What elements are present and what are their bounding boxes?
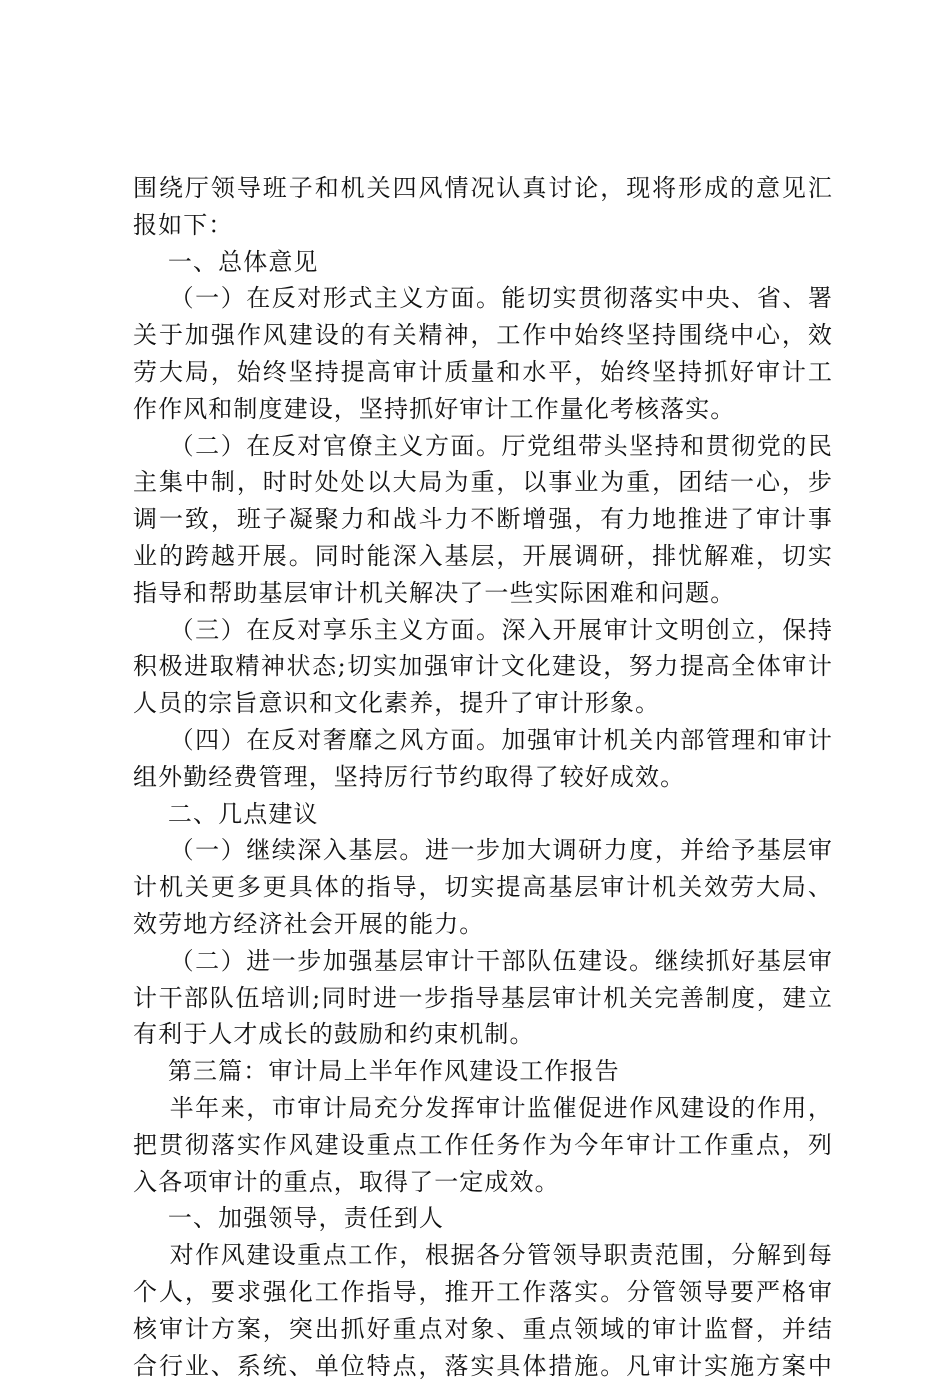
text-line: 围绕厅领导班子和机关四风情况认真讨论，现将形成的意见汇 — [133, 170, 833, 207]
text-line: 主集中制，时时处处以大局为重，以事业为重，团结一心，步 — [133, 464, 833, 501]
text-line: 组外勤经费管理，坚持厉行节约取得了较好成效。 — [133, 759, 833, 796]
text-line: 核审计方案，突出抓好重点对象、重点领域的审计监督，并结 — [133, 1311, 833, 1348]
text-line: 调一致，班子凝聚力和战斗力不断增强，有力地推进了审计事 — [133, 501, 833, 538]
text-line: 入各项审计的重点，取得了一定成效。 — [133, 1164, 833, 1201]
text-line: （一）继续深入基层。进一步加大调研力度，并给予基层审 — [133, 832, 833, 869]
text-line: 计干部队伍培训;同时进一步指导基层审计机关完善制度，建立 — [133, 980, 833, 1017]
text-line: 关于加强作风建设的有关精神，工作中始终坚持围绕中心，效 — [133, 317, 833, 354]
section-heading: 一、总体意见 — [133, 244, 833, 281]
text-line: （三）在反对享乐主义方面。深入开展审计文明创立，保持 — [133, 612, 833, 649]
text-line: 把贯彻落实作风建设重点工作任务作为今年审计工作重点，列 — [133, 1127, 833, 1164]
text-line: （二）在反对官僚主义方面。厅党组带头坚持和贯彻党的民 — [133, 428, 833, 465]
text-line: 计机关更多更具体的指导，切实提高基层审计机关效劳大局、 — [133, 869, 833, 906]
text-line: （一）在反对形式主义方面。能切实贯彻落实中央、省、署 — [133, 280, 833, 317]
text-line: 业的跨越开展。同时能深入基层，开展调研，排忧解难，切实 — [133, 538, 833, 575]
text-line: 有利于人才成长的鼓励和约束机制。 — [133, 1016, 833, 1053]
section-heading: 二、几点建议 — [133, 796, 833, 833]
text-line: 效劳地方经济社会开展的能力。 — [133, 906, 833, 943]
text-line: 报如下： — [133, 207, 833, 244]
text-line: 半年来，市审计局充分发挥审计监催促进作风建设的作用， — [133, 1090, 833, 1127]
text-line: 人员的宗旨意识和文化素养，提升了审计形象。 — [133, 685, 833, 722]
text-line: 对作风建设重点工作，根据各分管领导职责范围，分解到每 — [133, 1237, 833, 1274]
text-line: 个人，要求强化工作指导，推开工作落实。分管领导要严格审 — [133, 1274, 833, 1311]
document-body — [133, 170, 833, 1384]
text-line: 作作风和制度建设，坚持抓好审计工作量化考核落实。 — [133, 391, 833, 428]
text-line: 合行业、系统、单位特点，落实具体措施。凡审计实施方案中 — [133, 1348, 833, 1384]
chapter-heading: 第三篇：审计局上半年作风建设工作报告 — [133, 1053, 833, 1090]
text-line: （四）在反对奢靡之风方面。加强审计机关内部管理和审计 — [133, 722, 833, 759]
text-line: 指导和帮助基层审计机关解决了一些实际困难和问题。 — [133, 575, 833, 612]
text-line: （二）进一步加强基层审计干部队伍建设。继续抓好基层审 — [133, 943, 833, 980]
text-line: 劳大局，始终坚持提高审计质量和水平，始终坚持抓好审计工 — [133, 354, 833, 391]
text-line: 积极进取精神状态;切实加强审计文化建设，努力提高全体审计 — [133, 648, 833, 685]
section-heading: 一、加强领导，责任到人 — [133, 1200, 833, 1237]
